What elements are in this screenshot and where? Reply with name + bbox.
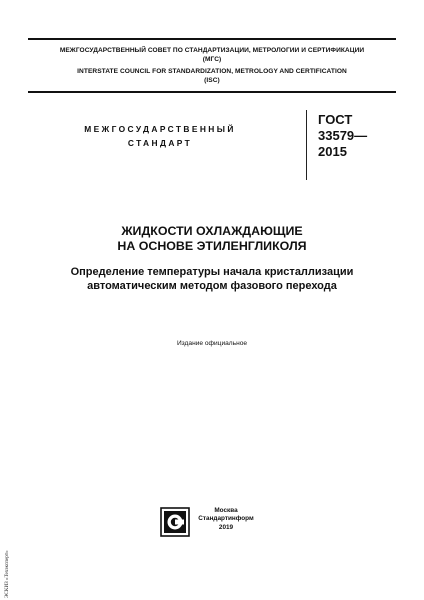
document-subtitle-line1: Определение температуры начала кристаллизации xyxy=(70,266,354,278)
standard-type-label xyxy=(40,122,280,150)
gost-number xyxy=(318,112,367,160)
imprint-publisher: Стандартинформ xyxy=(198,515,254,523)
council-abbr-en: (ISC) xyxy=(204,76,220,84)
edition-note: Издание официальное xyxy=(176,340,248,347)
imprint-year: 2019 xyxy=(218,523,234,531)
document-title-line1: ЖИДКОСТИ ОХЛАЖДАЮЩИЕ xyxy=(121,224,303,238)
publisher-logo-icon xyxy=(160,507,190,537)
document-subtitle xyxy=(0,265,424,293)
imprint xyxy=(198,507,254,532)
gost-code: 33579— xyxy=(318,128,368,143)
council-name-en: INTERSTATE COUNCIL FOR STANDARDIZATION, METROLOGY AND CERTIFICATION xyxy=(77,68,347,76)
standard-type-line2: СТАНДАРТ xyxy=(127,138,193,148)
document-title xyxy=(0,224,424,254)
gost-year: 2015 xyxy=(318,144,347,159)
document-subtitle-line2: автоматическим методом фазового перехода xyxy=(87,280,337,292)
gost-prefix: ГОСТ xyxy=(318,112,353,127)
vertical-divider xyxy=(306,110,307,180)
side-watermark-note: ЭСКИЗ «Техэксперт» xyxy=(4,550,10,598)
council-name-ru: МЕЖГОСУДАРСТВЕННЫЙ СОВЕТ ПО СТАНДАРТИЗАЦИИ, МЕТРОЛОГИИ И СЕРТИФИКАЦИИ xyxy=(59,47,365,54)
document-title-line2: НА ОСНОВЕ ЭТИЛЕНГЛИКОЛЯ xyxy=(117,239,307,253)
council-header xyxy=(28,38,396,93)
standard-type-line1: МЕЖГОСУДАРСТВЕННЫЙ xyxy=(84,124,236,134)
imprint-city: Москва xyxy=(214,507,238,514)
council-abbr-ru: (МГС) xyxy=(202,55,222,63)
